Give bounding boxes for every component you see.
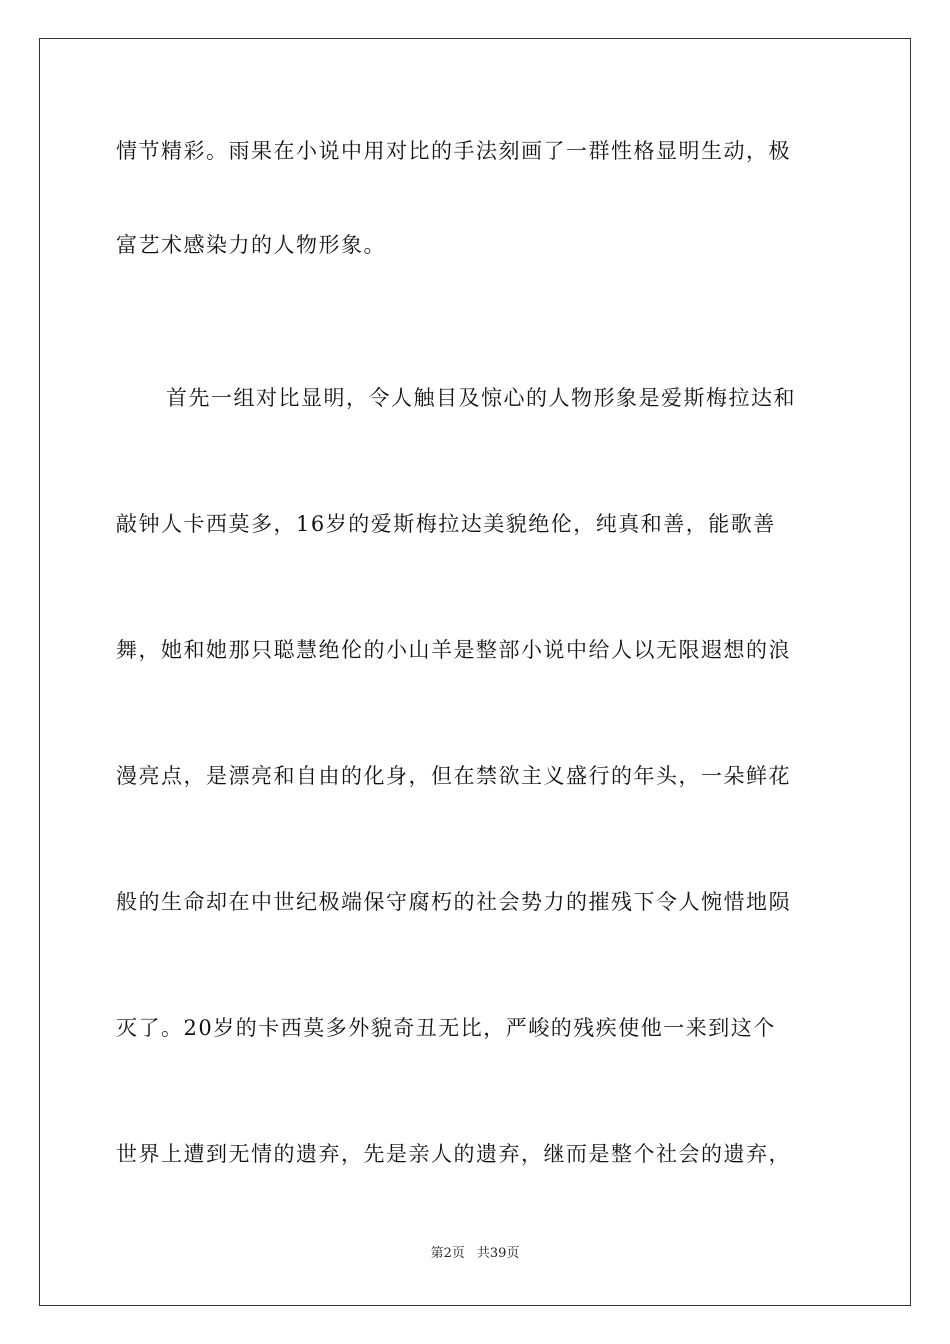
paragraph-line: 舞，她和她那只聪慧绝伦的小山羊是整部小说中给人以无限遐想的浪: [116, 638, 791, 662]
page-number: 第2页: [430, 1246, 465, 1261]
page-total: 共39页: [476, 1246, 520, 1261]
paragraph-line: 灭了。20岁的卡西莫多外貌奇丑无比，严峻的残疾使他一来到这个: [116, 1016, 776, 1040]
paragraph-line: 情节精彩。雨果在小说中用对比的手法刻画了一群性格显明生动，极: [116, 139, 791, 163]
paragraph-line: 漫亮点，是漂亮和自由的化身，但在禁欲主义盛行的年头，一朵鲜花: [116, 764, 791, 788]
paragraph-line: 富艺术感染力的人物形象。: [116, 233, 386, 257]
paragraph-line: 敲钟人卡西莫多，16岁的爱斯梅拉达美貌绝伦，纯真和善，能歌善: [116, 512, 776, 536]
paragraph-line: 首先一组对比显明，令人触目及惊心的人物形象是爱斯梅拉达和: [166, 386, 796, 410]
page-border: [39, 38, 911, 1306]
paragraph-line: 般的生命却在中世纪极端保守腐朽的社会势力的摧残下令人惋惜地陨: [116, 890, 791, 914]
paragraph-line: 世界上遭到无情的遗弃，先是亲人的遗弃，继而是整个社会的遗弃，: [116, 1142, 791, 1166]
page-footer: [0, 1244, 950, 1264]
